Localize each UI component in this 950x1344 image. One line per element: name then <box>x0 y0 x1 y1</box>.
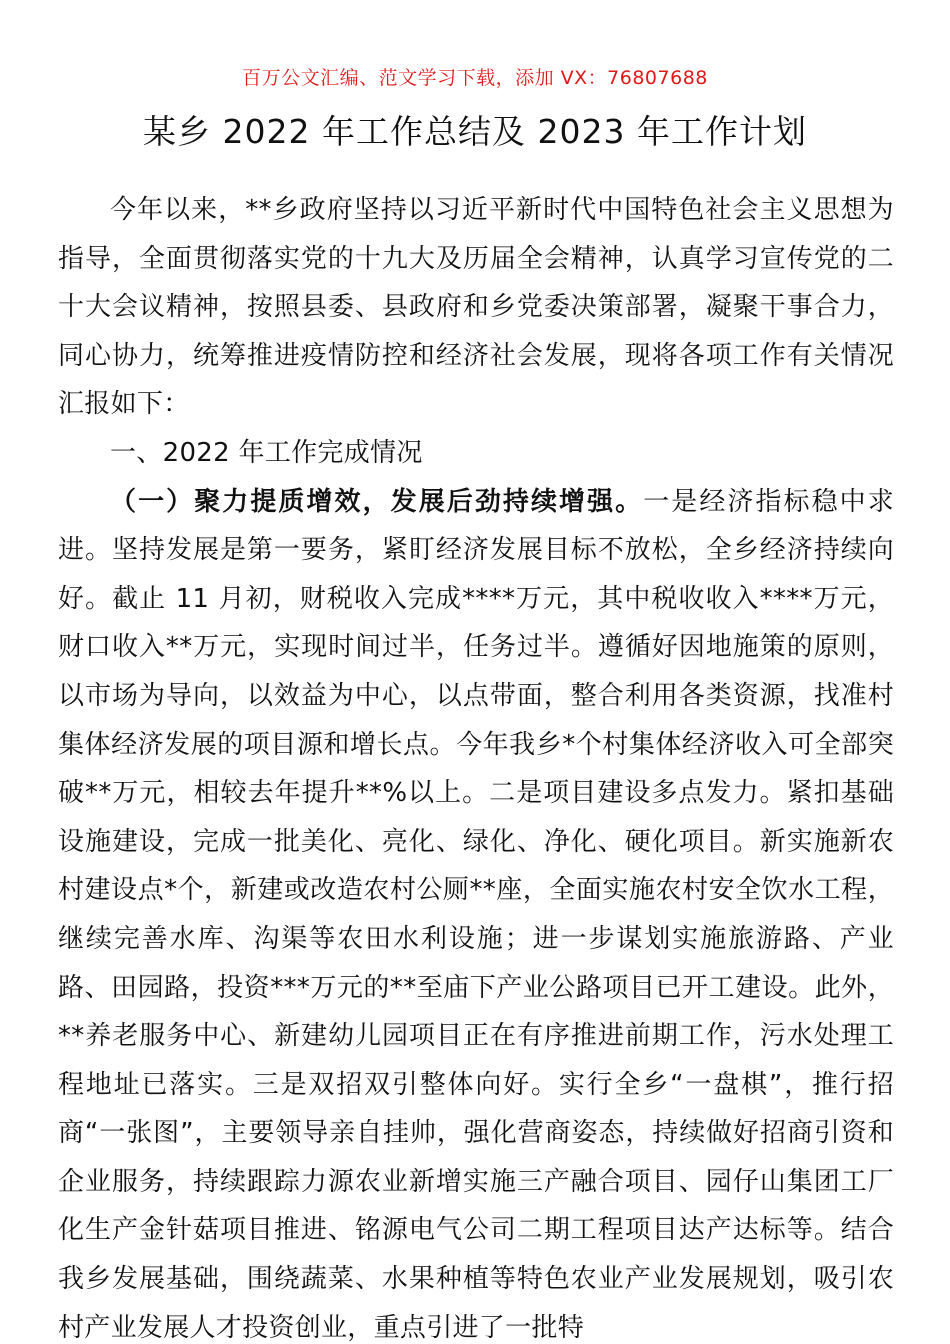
subsection-paragraph <box>58 478 894 1344</box>
promo-line: 百万公文汇编、范文学习下载，添加 VX：76807688 <box>242 67 708 89</box>
subsection-body: 一是经济指标稳中求进。坚持发展是第一要务，紧盯经济发展目标不放松，全乡经济持续向好。截止 11 月初，财税收入完成****万元，其中税收收入****万元，财口收入**万元，实现时间过半，任务过半。遵循好因地施策的原则，以市场为导向，以效益为中心，以点带面，整合利用各类资源，找准村集体经济发展的项目源和增长点。今年我乡*个村集体经济收入可全部突破**万元，相较去年提升**%以上。二是项目建设多点发力。紧扣基础设施建设，完成一批美化、亮化、绿化、净化、硬化项目。新实施新农村建设点*个，新建或改造农村公厕**座，全面实施农村安全饮水工程，继续完善水库、沟渠等农田水利设施；进一步谋划实施旅游路、产业路、田园路，投资***万元的**至庙下产业公路项目已开工建设。此外，**养老服务中心、新建幼儿园项目正在有序推进前期工作，污水处理工程地址已落实。三是双招双引整体向好。实行全乡“一盘棋”，推行招商“一张图”，主要领导亲自挂帅，强化营商姿态，持续做好招商引资和企业服务，持续跟踪力源农业新增实施三产融合项目、园仔山集团工厂化生产金针菇项目推进、铭源电气公司二期工程项目达产达标等。结合我乡发展基础，围绕蔬菜、水果种植等特色农业产业发展规划，吸引农村产业发展人才投资创业，重点引进了一批特 <box>58 486 895 1343</box>
subsection-heading: （一）聚力提质增效，发展后劲持续增强。 <box>110 486 644 517</box>
document-body <box>58 186 894 1344</box>
section-heading: 一、2022 年工作完成情况 <box>110 437 423 468</box>
page-title: 某乡 2022 年工作总结及 2023 年工作计划 <box>143 112 807 151</box>
intro-paragraph: 今年以来，**乡政府坚持以习近平新时代中国特色社会主义思想为指导，全面贯彻落实党的十九大及历届全会精神，认真学习宣传党的二十大会议精神，按照县委、县政府和乡党委决策部署，凝聚干事合力，同心协力，统筹推进疫情防控和经济社会发展，现将各项工作有关情况汇报如下： <box>58 195 894 420</box>
